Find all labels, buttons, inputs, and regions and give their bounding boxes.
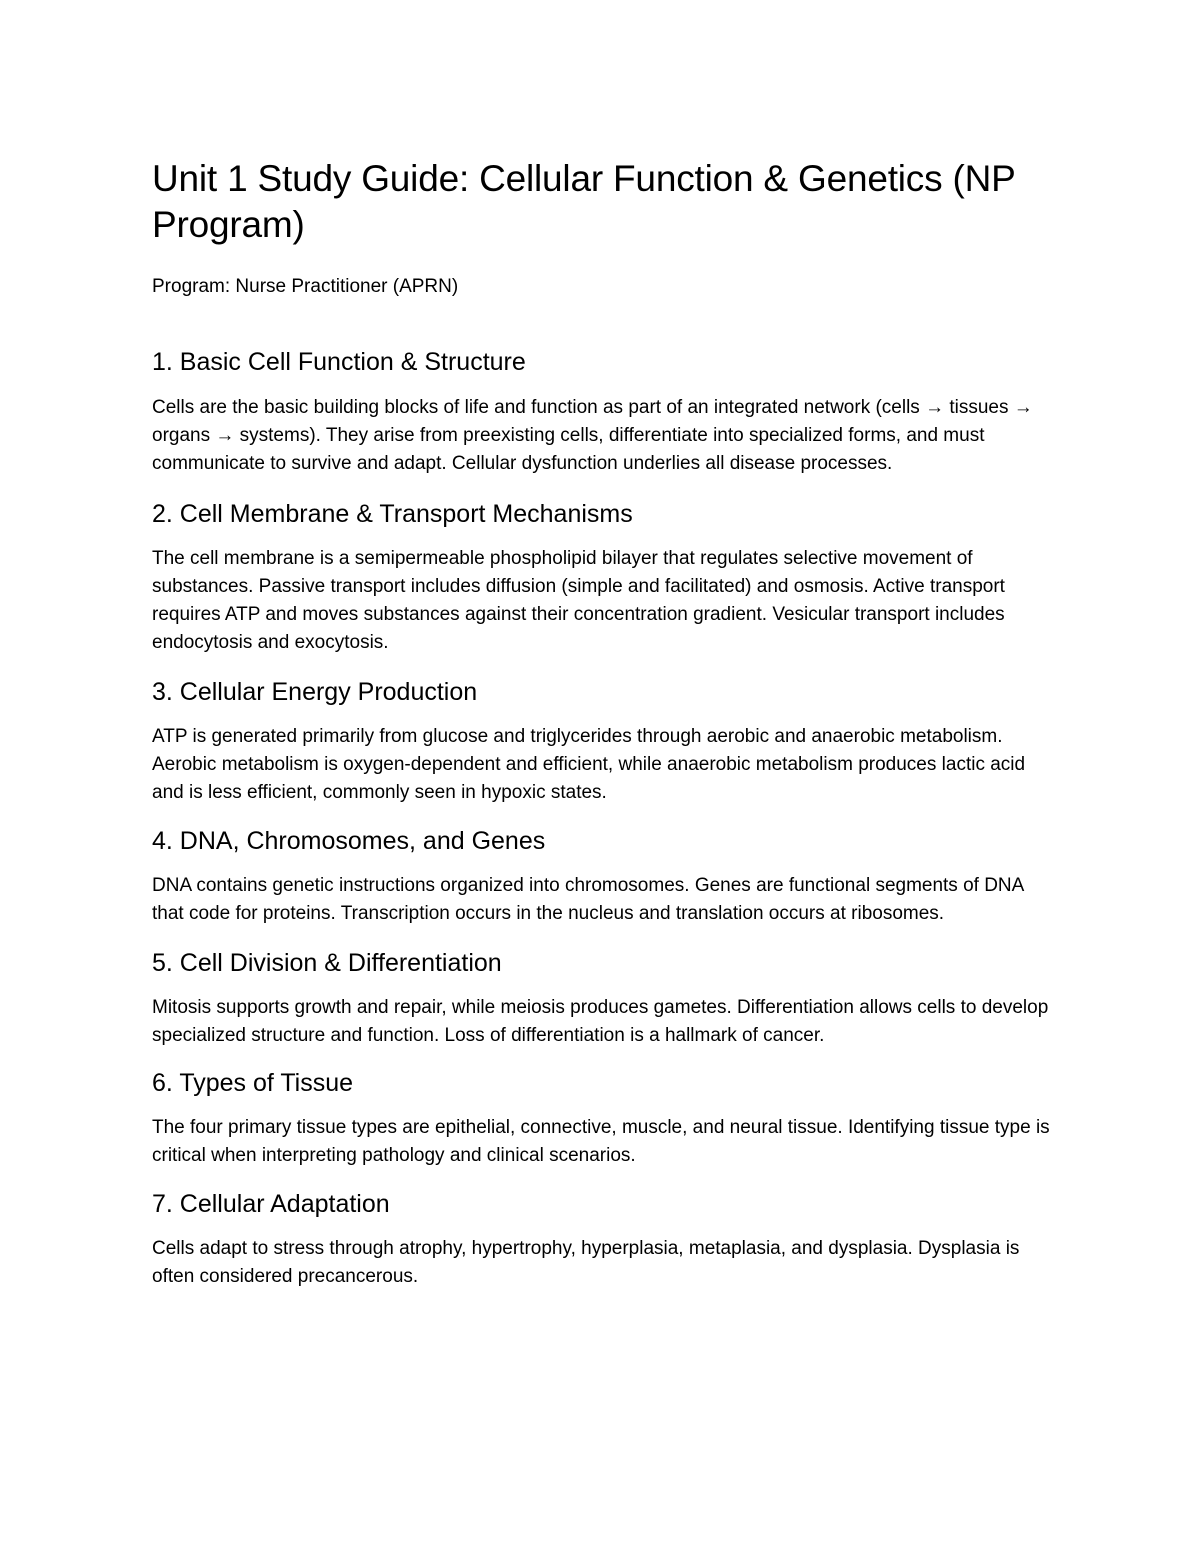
section-body: DNA contains genetic instructions organized into chromosomes. Genes are functional segments of DNA that code for proteins. Transcription occurs in the nucleus and translation occurs at ribosomes. <box>152 875 1024 924</box>
section-heading: 2. Cell Membrane & Transport Mechanisms <box>152 500 633 528</box>
section-body: The cell membrane is a semipermeable phospholipid bilayer that regulates selective movement of substances. Passive transport includes diffusion (simple and facilitated) and osmosis. Active transport requires ATP and moves substances against their concentration gradient. Vesicular transport includes endocytosis and exocytosis. <box>152 548 1005 653</box>
document-page <box>152 156 1052 1291</box>
section-dna-chromosomes-genes <box>152 825 1052 928</box>
section-heading: 5. Cell Division & Differentiation <box>152 949 502 977</box>
section-body: Cells are the basic building blocks of life and function as part of an integrated network (cells → tissues → organs → systems). They arise from preexisting cells, differentiate into specialized forms, and must communicate to survive and adapt. Cellular dysfunction underlies all disease processes. <box>152 397 1033 474</box>
section-body: The four primary tissue types are epithelial, connective, muscle, and neural tissue. Identifying tissue type is critical when interpreting pathology and clinical scenarios. <box>152 1117 1050 1166</box>
section-types-of-tissue <box>152 1067 1052 1170</box>
section-body: Cells adapt to stress through atrophy, hypertrophy, hyperplasia, metaplasia, and dysplasia. Dysplasia is often considered precancerous. <box>152 1238 1020 1287</box>
section-basic-cell-function <box>152 346 1052 478</box>
program-line: Program: Nurse Practitioner (APRN) <box>152 276 459 297</box>
section-body: ATP is generated primarily from glucose and triglycerides through aerobic and anaerobic metabolism. Aerobic metabolism is oxygen-dependent and efficient, while anaerobic metabolism produces lactic acid and is less efficient, commonly seen in hypoxic states. <box>152 726 1026 803</box>
section-cell-membrane-transport <box>152 498 1052 657</box>
section-cellular-energy-production <box>152 676 1052 807</box>
section-cellular-adaptation <box>152 1188 1052 1291</box>
section-heading: 1. Basic Cell Function & Structure <box>152 348 526 376</box>
section-heading: 4. DNA, Chromosomes, and Genes <box>152 827 546 855</box>
section-cell-division-differentiation <box>152 947 1052 1050</box>
section-heading: 6. Types of Tissue <box>152 1069 354 1097</box>
section-heading: 3. Cellular Energy Production <box>152 678 478 706</box>
section-heading: 7. Cellular Adaptation <box>152 1190 390 1218</box>
section-body: Mitosis supports growth and repair, while meiosis produces gametes. Differentiation allows cells to develop specialized structure and function. Loss of differentiation is a hallmark of cancer. <box>152 997 1049 1046</box>
document-title: Unit 1 Study Guide: Cellular Function & Genetics (NP Program) <box>152 158 1015 245</box>
